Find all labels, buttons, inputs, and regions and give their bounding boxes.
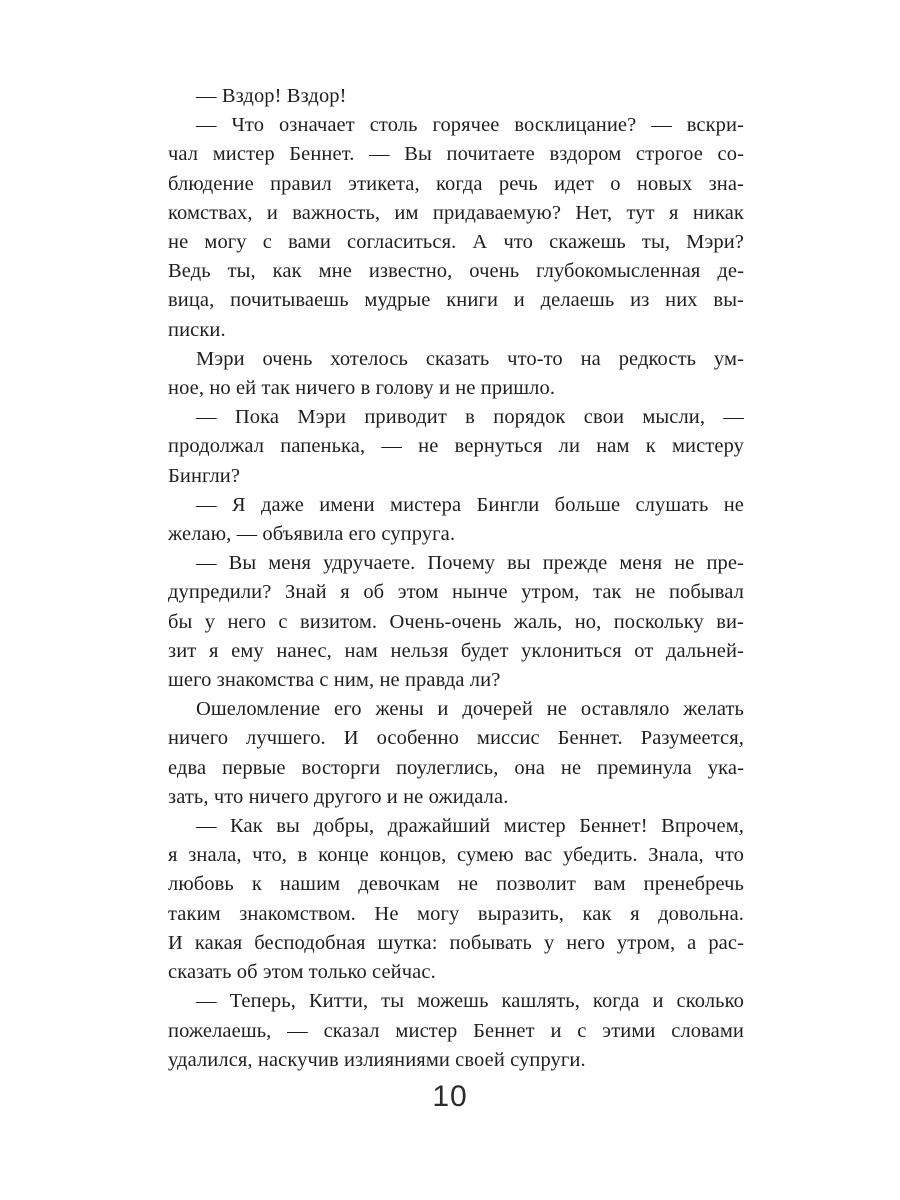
text-line: зать, что ничего другого и не ожидала.: [168, 785, 509, 808]
text-line: — Я даже имени мистера Бингли больше слушать не: [196, 493, 744, 516]
text-line: ничего лучшего. И особенно миссис Беннет. Разумеется,: [168, 727, 744, 750]
text-line: — Пока Мэри приводит в порядок свои мысли, —: [196, 406, 744, 429]
paragraph: [168, 549, 744, 695]
text-line: шего знакомства с ним, не правда ли?: [168, 669, 501, 692]
text-line: сказать об этом только сейчас.: [168, 961, 436, 984]
text-line: пожелаешь, — сказал мистер Беннет и с этими словами: [168, 1019, 744, 1042]
text-line: И какая бесподобная шутка: побывать у него утром, а рас-: [168, 931, 744, 954]
text-line: — Что означает столь горячее восклицание? — вскри-: [196, 114, 744, 137]
text-line: — Вздор! Вздор!: [196, 85, 347, 107]
text-line: чал мистер Беннет. — Вы почитаете вздором строгое со-: [168, 143, 744, 166]
paragraph: [168, 403, 744, 491]
text-line: Бингли?: [168, 464, 241, 487]
text-line: желаю, — объявила его супруга.: [168, 523, 456, 546]
text-line: Ошеломление его жены и дочерей не оставляло желать: [196, 698, 744, 721]
text-line: не могу с вами согласиться. А что скажешь ты, Мэри?: [168, 231, 744, 254]
page-number: 10: [432, 1080, 468, 1113]
text-line: — Теперь, Китти, ты можешь кашлять, когда и сколько: [196, 990, 744, 1013]
text-line: комствах, и важность, им придаваемую? Нет, тут я никак: [168, 201, 744, 224]
text-line: зит я ему нанес, нам нельзя будет уклониться от дальней-: [168, 639, 744, 662]
paragraph: [168, 345, 744, 403]
paragraph: [168, 987, 744, 1075]
text-line: писки.: [168, 318, 226, 341]
text-line: таким знакомством. Не могу выразить, как я довольна.: [168, 902, 744, 925]
text-line: дупредили? Знай я об этом нынче утром, так не побывал: [168, 581, 744, 604]
text-line: едва первые восторги поулеглись, она не преминула ука-: [168, 756, 744, 779]
paragraph: [168, 82, 744, 111]
text-line: — Как вы добры, дражайший мистер Беннет! Впрочем,: [196, 815, 744, 838]
text-line: вица, почитываешь мудрые книги и делаешь из них вы-: [168, 289, 744, 312]
text-line: я знала, что, в конце концов, сумею вас убедить. Знала, что: [168, 844, 744, 867]
text-line: ное, но ей так ничего в голову и не пришло.: [168, 377, 556, 400]
paragraph: [168, 812, 744, 987]
text-line: — Вы меня удручаете. Почему вы прежде меня не пре-: [196, 552, 744, 575]
text-line: блюдение правил этикета, когда речь идет о новых зна-: [168, 172, 744, 195]
text-line: продолжал папенька, — не вернуться ли нам к мистеру: [168, 435, 744, 458]
paragraph: [168, 111, 744, 345]
text-line: бы у него с визитом. Очень-очень жаль, но, поскольку ви-: [168, 610, 744, 633]
text-line: Ведь ты, как мне известно, очень глубокомысленная де-: [168, 260, 744, 283]
text-block: [168, 82, 744, 1075]
text-line: удалился, наскучив излияниями своей супруги.: [168, 1048, 586, 1071]
text-line: Мэри очень хотелось сказать что-то на редкость ум-: [196, 347, 744, 370]
paragraph: [168, 695, 744, 812]
text-line: любовь к нашим девочкам не позволит вам пренебречь: [168, 873, 744, 896]
paragraph: [168, 491, 744, 549]
